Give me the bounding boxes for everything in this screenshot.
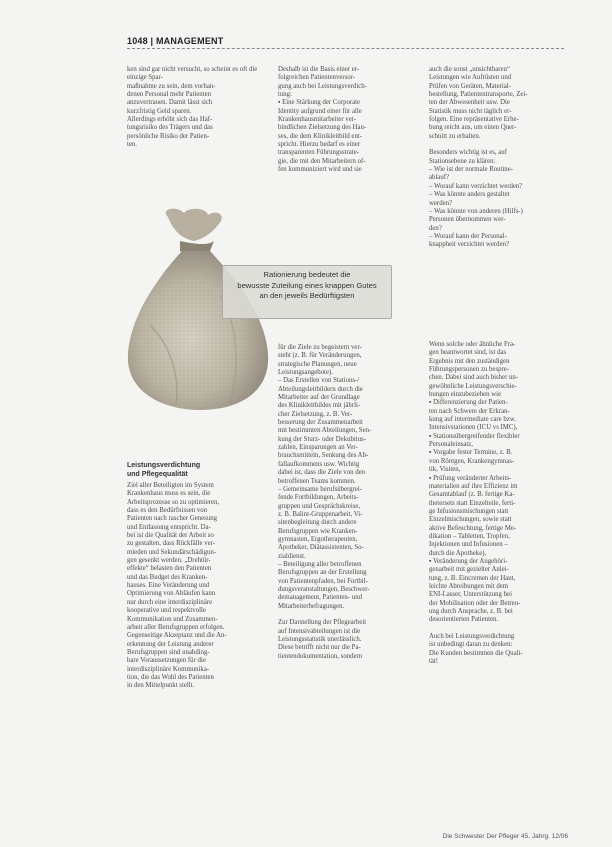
text-line: Berufsgruppen wie Kranken- bbox=[278, 527, 358, 535]
text-line: folgreichen Patientenversor- bbox=[278, 74, 356, 82]
text-line: kung auf intermediate care bzw. bbox=[429, 416, 516, 424]
text-line: ung durch Ansprache, z. B. bei bbox=[429, 608, 513, 615]
text-line: Berufsgruppen sind unabding- bbox=[127, 648, 210, 656]
text-line: ▪ Eine Stärkung der Corporate bbox=[278, 99, 361, 107]
text-line: Identity aufgrund einer für alle bbox=[278, 107, 362, 115]
text-line: tungsrisiko des Trägers und das bbox=[127, 124, 213, 132]
text-line: hauses. Eine Veränderung und bbox=[127, 582, 210, 590]
text-line: ten der Abwesenheit usw. Die bbox=[429, 99, 510, 107]
column-2-top bbox=[278, 66, 420, 174]
text-line: – Worauf kann der Personal- bbox=[429, 232, 507, 240]
text-line: gung auch bei Leistungsverdich- bbox=[278, 82, 367, 90]
text-line: Einzelmischungen, sowie statt bbox=[429, 516, 512, 524]
text-line: Krankenhausmitarbeiter ver- bbox=[278, 116, 357, 124]
text-line: Patienten nach rascher Genesung bbox=[127, 515, 218, 523]
text-line: tät! bbox=[429, 658, 439, 666]
text-line: bungen einzubeziehen wie bbox=[429, 391, 502, 399]
text-line: ken sind gar nicht versucht, so scheint es oft die einzige Spar- bbox=[127, 66, 258, 82]
text-line: aktive Befeuchtung, fertige Me- bbox=[429, 524, 517, 532]
text-line: werden? bbox=[429, 199, 453, 207]
text-line: Apotheker, Diätassistenten, So- bbox=[278, 544, 364, 552]
text-line: folgen. Eine repräsentative Erhe- bbox=[429, 116, 519, 124]
text-line: dungsveranstaltungen, Beschwer- bbox=[278, 585, 370, 593]
text-line: und Entlassung entspricht. Da- bbox=[127, 523, 211, 531]
text-line: auf Intensivabteilungen ist die bbox=[278, 627, 361, 635]
text-line: ses, die dem Klinikleitbild ent- bbox=[278, 132, 363, 140]
text-line: dabei ist, dass die Ziele von den bbox=[278, 469, 366, 477]
text-line: ▪ Veränderung der Angehöri- bbox=[429, 557, 508, 565]
text-line: erkennung der Leistung anderer bbox=[127, 640, 214, 648]
text-line: gie, die mit den Mitarbeitern of- bbox=[278, 157, 366, 165]
text-line: sitenbegleitung durch andere bbox=[278, 519, 357, 527]
text-line: betroffenen Teams kommen. bbox=[278, 477, 356, 485]
text-line: fen kommuniziert wird und sie bbox=[278, 166, 362, 174]
section-heading-line: Leistungsverdichtung bbox=[127, 462, 201, 469]
text-line: Berufsgruppen an der Erstellung bbox=[278, 569, 367, 577]
column-1-bottom-text bbox=[127, 482, 265, 691]
pull-quote-line: bewusste Zuteilung eines knappen Gutes bbox=[237, 280, 377, 290]
column-1-top bbox=[127, 66, 267, 149]
text-line: und das Budget des Kranken- bbox=[127, 573, 208, 581]
text-line: den? bbox=[429, 224, 442, 232]
text-line: gruppen und Gesprächskreise, bbox=[278, 502, 361, 510]
text-line: Optimierung von Abläufen kann bbox=[127, 590, 216, 598]
page-header: 1048 | MANAGEMENT bbox=[127, 36, 224, 46]
pull-quote-line: Rationierung bedeutet die bbox=[263, 270, 351, 279]
text-line: gymnasten, Ergotherapeuten, bbox=[278, 535, 358, 543]
section-heading-line: und Pflegequalität bbox=[127, 470, 188, 478]
text-line: – Wie ist der normale Routine- bbox=[429, 166, 513, 174]
text-line: Prüfen von Geräten, Material- bbox=[429, 82, 511, 90]
column-2-bottom bbox=[278, 344, 420, 661]
text-line: in den Mittelpunkt stellt. bbox=[127, 682, 195, 690]
text-line: leichte Abreibungen mit dem bbox=[429, 582, 509, 590]
page-footer: Die Schwester Der Pfleger 45. Jahrg. 12/06 bbox=[442, 833, 568, 840]
text-line: ▪ Vorgabe fester Termine, z. B. bbox=[429, 449, 513, 457]
text-line: kung der Sturz- oder Dekubitus- bbox=[278, 435, 366, 443]
text-line: Personen übernommen wer- bbox=[429, 216, 506, 224]
column-3-top bbox=[429, 66, 571, 250]
text-line: z. B. Balint-Gruppenarbeit, Vi- bbox=[278, 510, 363, 518]
text-line: Leistungen wie Aufrüsten und bbox=[429, 74, 512, 82]
text-line: ENI-Lasser, Unterstützung bei bbox=[429, 591, 512, 599]
text-line: Gesamtablauf (z. B. fertige Ka- bbox=[429, 491, 515, 499]
text-line: der Mobilisation oder der Betreu- bbox=[429, 599, 521, 607]
text-line: von Patientenpfaden, bei Fortbil- bbox=[278, 577, 368, 585]
text-line: Leistungsstatistik unerlässlich. bbox=[278, 636, 362, 644]
text-line: bung reicht aus, um einen Quer- bbox=[429, 124, 517, 132]
text-line: Mitarbeiter auf der Grundlage bbox=[278, 394, 360, 402]
text-line: tung, z. B. Eincremen der Haut, bbox=[429, 574, 516, 582]
text-line: Stationsebene zu klären: bbox=[429, 157, 496, 165]
text-line: Kommunikation und Zusammen- bbox=[127, 615, 218, 623]
text-line: Krankenhaus muss es sein, die bbox=[127, 490, 211, 498]
text-line: cher Zielsetzung, z. B. Ver- bbox=[278, 410, 353, 418]
text-line: kurzfristig Geld sparen. bbox=[127, 107, 192, 115]
text-line: – Worauf kann verzichtet werden? bbox=[429, 182, 523, 190]
text-line: persönliche Risiko der Patien- bbox=[127, 132, 210, 140]
text-line: denen Personal mehr Patienten bbox=[127, 91, 211, 99]
text-line: tion, die das Wohl des Patienten bbox=[127, 673, 214, 681]
text-line: ablauf? bbox=[429, 174, 449, 182]
text-line: von Röntgen, Krankengymnas- bbox=[429, 457, 515, 465]
text-line: schnitt zu erhalten. bbox=[429, 132, 481, 140]
text-line: gen beantwortet sind, ist das bbox=[429, 349, 507, 357]
header-rule bbox=[127, 48, 564, 49]
text-line: demanagement, Patienten- und bbox=[278, 594, 362, 602]
text-line: Besonders wichtig ist es, auf bbox=[429, 149, 507, 157]
text-line: Diese betrifft nicht nur die Pa- bbox=[278, 644, 361, 652]
text-line: zialdienst. bbox=[278, 552, 306, 560]
text-line: knappheit verzichtet werden? bbox=[429, 241, 510, 249]
text-line: bestellung, Patiententransporte, Zei- bbox=[429, 91, 528, 99]
text-line: genarbeit mit gezielter Anlei- bbox=[429, 566, 509, 574]
text-line: mieden und Sekundärschädigun- bbox=[127, 548, 217, 556]
text-line: bei ist die Qualität der Arbeit so bbox=[127, 532, 214, 540]
column-1-bottom bbox=[127, 462, 265, 691]
text-line: ten nach Schwere der Erkran- bbox=[429, 407, 510, 415]
text-line: für die Ziele zu begeistern ver- bbox=[278, 344, 362, 351]
text-line: thetersets statt Einzelteile, ferti- bbox=[429, 499, 516, 507]
text-line: ▪ Stationsübergreifender flexibler bbox=[429, 432, 520, 440]
text-line: – Was könnte anders gestaltet bbox=[429, 191, 510, 199]
text-line: dikation – Tabletten, Tropfen, bbox=[429, 532, 510, 540]
text-line bbox=[278, 611, 420, 619]
text-line: Gegenseitige Akzeptanz und die An- bbox=[127, 632, 227, 640]
text-line: chen. Dabei sind auch bisher un- bbox=[429, 374, 519, 382]
text-line: Ziel aller Beteiligten im System bbox=[127, 482, 214, 489]
text-line: des Klinikleitbildes mit jährli- bbox=[278, 402, 361, 410]
text-line: interdisziplinäre Kommunika- bbox=[127, 665, 210, 673]
text-line: durch die Apotheke), bbox=[429, 549, 487, 557]
text-line: tientendokumentation, sondern bbox=[278, 652, 363, 660]
text-line: nur durch eine interdisziplinäre bbox=[127, 598, 213, 606]
text-line: gen gesenkt werden. „Drehtür- bbox=[127, 557, 211, 565]
text-line: transparenten Führungsstrate- bbox=[278, 149, 359, 157]
text-line: Arbeitsprozesse so zu optimieren, bbox=[127, 498, 220, 506]
text-line: ge Infusionsmischungen statt bbox=[429, 507, 509, 515]
text-line: tik, Visiten, bbox=[429, 466, 461, 474]
text-line: ten. bbox=[127, 141, 138, 149]
text-line: desorientierten Patienten. bbox=[429, 616, 499, 624]
text-line: dass es den Bedürfnissen von bbox=[127, 507, 208, 515]
text-line: Zur Darstellung der Pflegearbeit bbox=[278, 619, 367, 627]
pull-quote bbox=[222, 265, 392, 319]
text-line: Mitarbeiterbefragungen. bbox=[278, 602, 345, 610]
text-line: Statistik muss nicht täglich er- bbox=[429, 107, 512, 115]
text-line bbox=[429, 625, 571, 633]
text-line: Personaleinsatz, bbox=[429, 441, 473, 449]
text-line: strategische Planungen, neue bbox=[278, 360, 357, 368]
text-line: auch die sonst „unsichtbaren“ bbox=[429, 66, 510, 73]
text-line: tung: bbox=[278, 91, 292, 99]
text-line: gewöhnliche Leistungsverschie- bbox=[429, 382, 517, 390]
text-line: fallaufkommens usw. Wichtig bbox=[278, 460, 360, 468]
text-line: Ergebnis mit den zuständigen bbox=[429, 357, 510, 365]
text-line: materialien auf ihre Effizienz im bbox=[429, 482, 518, 490]
text-line: bindlichen Zielsetzung des Hau- bbox=[278, 124, 367, 132]
text-line: steht (z. B. für Veränderungen, bbox=[278, 352, 362, 360]
text-line: arbeit aller Berufsgruppen erfolgen. bbox=[127, 623, 225, 631]
text-line: Deshalb ist die Basis einer er- bbox=[278, 66, 360, 73]
text-line: ist unbedingt daran zu denken: bbox=[429, 641, 513, 649]
text-line: Die Kunden bestimmen die Quali- bbox=[429, 649, 523, 657]
text-line: zu gestalten, dass Rückfälle ver- bbox=[127, 540, 216, 548]
text-line: besserung der Zusammenarbeit bbox=[278, 419, 363, 427]
text-line: bare Voraussetzungen für die bbox=[127, 657, 206, 665]
text-line: Allerdings erhöht sich das Haf- bbox=[127, 116, 213, 124]
text-line: zahlen, Einsparungen an Ver- bbox=[278, 444, 358, 452]
column-3-bottom bbox=[429, 341, 571, 666]
text-line: – Das Erstellen von Stations-/ bbox=[278, 377, 360, 385]
text-line: anzuvertrauen. Damit lässt sich bbox=[127, 99, 213, 107]
text-line: Injektionen und Infusionen – bbox=[429, 541, 508, 549]
text-line: ▪ Prüfung veränderter Arbeits- bbox=[429, 474, 512, 482]
text-line bbox=[429, 141, 571, 149]
text-line: effekte“ belasten den Patienten bbox=[127, 565, 212, 573]
text-line: Führungspersonen zu bespre- bbox=[429, 366, 510, 374]
text-line: Leistungsangebote). bbox=[278, 369, 333, 377]
text-line: ▪ Differenzierung der Patien- bbox=[429, 399, 508, 407]
text-line: Intensivstationen (ICU vs IMC), bbox=[429, 424, 518, 432]
text-line: brauchsmitteln, Senkung des Ab- bbox=[278, 452, 369, 460]
pull-quote-line: an den jeweils Bedürftigsten bbox=[259, 291, 355, 300]
text-line: mit bestimmten Abteilungen, Sen- bbox=[278, 427, 372, 435]
text-line: Wenn solche oder ähnliche Fra- bbox=[429, 341, 516, 348]
text-line: fende Fortbildungen, Arbeits- bbox=[278, 494, 359, 502]
text-line: Abteilungsleitbildern durch die bbox=[278, 385, 363, 393]
text-line: kooperative und respektvolle bbox=[127, 607, 206, 615]
text-line: Auch bei Leistungsverdichtung bbox=[429, 633, 515, 641]
text-line: maßnahme zu sein, dem vorhan- bbox=[127, 82, 216, 90]
text-line: – Beteiligung aller betroffenen bbox=[278, 560, 362, 568]
text-line: – Gemeinsame berufsübergrei- bbox=[278, 485, 363, 493]
text-line: – Was könnte von anderen (Hilfs-) bbox=[429, 207, 523, 215]
text-line: spricht. Hierzu bedarf es einer bbox=[278, 141, 361, 149]
